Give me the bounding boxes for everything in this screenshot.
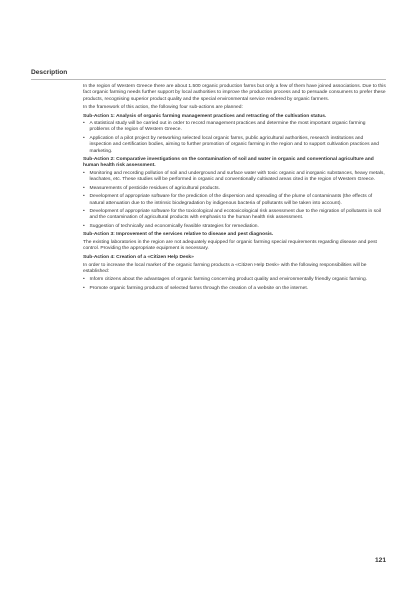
heading-divider <box>31 79 386 80</box>
description-body <box>83 84 386 294</box>
bullet-list <box>83 171 386 230</box>
list-item: • Suggestion of technically and economically feasible strategies for remediation. <box>83 224 386 230</box>
intro-paragraph: In the framework of this action, the following four sub-actions are planned: <box>83 105 243 111</box>
intro-paragraph: In the region of Western Greece there are about 1.500 organic production farms but only a few of them have joined associations. Due to this fact organic farming needs further support by local authorities to improve the production process and to persuade consumers to prefer these products, recognising superior product quality and the special environmental service rendered by organic farmers. <box>83 84 386 102</box>
list-item: • Development of appropriate software for the toxicological and ecotoxicological risk assessment due to the migration of pollutants in soil and the contamination of agricultural products with emphasis to the human health risk assessment. <box>83 209 386 222</box>
sub-action-heading: Sub-Action 2: Comparative investigations on the contamination of soil and water in organic and conventional agriculture and human health risk assessment. <box>83 157 374 169</box>
list-item: • A statistical study will be carried out in order to record management practices and determine the most important organic farming problems of the region of Western Greece. <box>83 121 386 134</box>
list-item: • Inform citizens about the advantages of organic farming concerning product quality and environmentally friendly organic farming. <box>83 277 386 283</box>
bullet-list <box>83 277 386 292</box>
sub-action-heading: Sub-Action 4: Creation of a «Citizen Help Desk» <box>83 254 194 260</box>
list-item: • Development of appropriate software for the prediction of the dispersion and spreading of the plume of contaminants (the effects of natural attenuation due to the intrinsic biodegradation by indigenous bacteria of pollutants will be taken into account). <box>83 194 386 207</box>
sub-action-text: In order to increase the local market of the organic farming products a «Citizen Help Desk» with the following responsibilities will be established: <box>83 262 367 274</box>
list-item: • Monitoring and recording pollution of soil and underground and surface water with toxic organic and inorganic substances, heavy metals, leachates, etc. These studies will be performed in organic and conventionally cultivated areas cited in the region of Western Greece. <box>83 171 386 184</box>
list-item: • Measurements of pesticide residues of agricultural products. <box>83 186 386 192</box>
list-item: • Application of a pilot project by networking selected local organic farms, public agricultural authorities, research institutions and inspection and certification bodies, aiming to further promotion of organic farming in the region and to support cultivation practices and marketing. <box>83 136 386 155</box>
list-item: • Promote organic farming products of selected farms through the creation of a website on the internet. <box>83 286 386 292</box>
sub-action-heading: Sub-Action 1: Analysis of organic farming management practices and retracting of the cultivation status. <box>83 113 327 119</box>
page-number: 121 <box>374 557 386 564</box>
sub-action-text: The existing laboratories in the region are not adequately equipped for organic farming special requirements regarding disease and pest control. Providing the appropriate equipment is necessary. <box>83 240 377 252</box>
section-heading: Description <box>31 69 68 76</box>
bullet-list <box>83 121 386 155</box>
sub-action-heading: Sub-Action 3: Improvement of the services relative to disease and pest diagnosis. <box>83 232 274 238</box>
